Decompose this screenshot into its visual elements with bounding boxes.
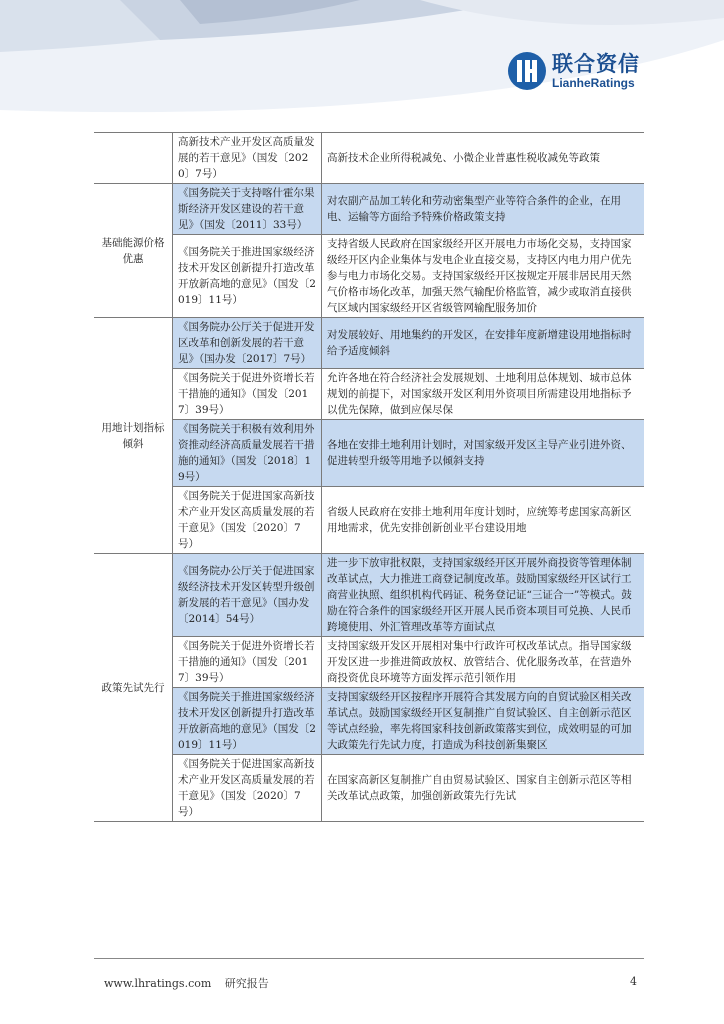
table-row bbox=[94, 184, 644, 235]
policy-document-cell: 《国务院关于促进外资增长若干措施的通知》（国发〔2017〕39号） bbox=[173, 369, 322, 420]
policy-description-cell: 对农副产品加工转化和劳动密集型产业等符合条件的企业，在用电、运输等方面给予特殊价格政策支持 bbox=[322, 184, 645, 235]
category-cell: 基础能源价格优惠 bbox=[94, 184, 173, 318]
policy-document-cell: 《国务院关于推进国家级经济技术开发区创新提升打造改革开放新高地的意见》（国发〔2019〕11号） bbox=[173, 235, 322, 318]
lianhe-logo bbox=[508, 52, 640, 90]
category-cell bbox=[94, 133, 173, 184]
policy-description-cell: 在国家高新区复制推广自由贸易试验区、国家自主创新示范区等相关改革试点政策，加强创新政策先行先试 bbox=[322, 755, 645, 822]
policy-document-cell: 《国务院关于积极有效利用外资推动经济高质量发展若干措施的通知》（国发〔2018〕19号） bbox=[173, 420, 322, 487]
header-decoration bbox=[0, 0, 724, 120]
category-cell: 政策先试先行 bbox=[94, 554, 173, 822]
policy-description-cell: 对发展较好、用地集约的开发区，在安排年度新增建设用地指标时给予适度倾斜 bbox=[322, 318, 645, 369]
policy-description-cell: 进一步下放审批权限，支持国家级经开区开展外商投资等管理体制改革试点，大力推进工商登记制度改革。鼓励国家级经开区试行工商营业执照、组织机构代码证、税务登记证“三证合一”等模式。鼓励在符合条件的国家级经开区开展人民币资本项目可兑换、人民币跨境使用、外汇管理改革等方面试点 bbox=[322, 554, 645, 637]
policy-description-cell: 支持省级人民政府在国家级经开区开展电力市场化交易，支持国家级经开区内企业集体与发电企业直接交易，支持区内电力用户优先参与电力市场化交易。支持国家级经开区按规定开展非居民用天然气价格市场化改革，加强天然气输配价格监管，减少或取消直接供气区域内国家级经开区省级管网输配服务加价 bbox=[322, 235, 645, 318]
table-row bbox=[94, 133, 644, 184]
table-row bbox=[94, 637, 644, 688]
table-row bbox=[94, 318, 644, 369]
table-row bbox=[94, 420, 644, 487]
footer-label: 研究报告 bbox=[224, 977, 269, 990]
policy-description-cell: 允许各地在符合经济社会发展规划、土地利用总体规划、城市总体规划的前提下，对国家级开发区利用外资项目所需建设用地指标予以优先保障，做到应保尽保 bbox=[322, 369, 645, 420]
policy-document-cell: 《国务院关于促进国家高新技术产业开发区高质量发展的若干意见》（国发〔2020〕7号） bbox=[173, 487, 322, 554]
policy-description-cell: 省级人民政府在安排土地利用年度计划时，应统筹考虑国家高新区用地需求，优先安排创新创业平台建设用地 bbox=[322, 487, 645, 554]
table-row bbox=[94, 487, 644, 554]
policy-description-cell: 支持国家级经开区按程序开展符合其发展方向的自贸试验区相关改革试点。鼓励国家级经开区复制推广自贸试验区、自主创新示范区等试点经验，率先将国家科技创新政策落实到位，成效明显的可加大政策先行先试力度，打造成为科技创新集聚区 bbox=[322, 688, 645, 755]
footer-website: www.lhratings.com bbox=[104, 977, 212, 990]
policy-document-cell: 《国务院关于促进国家高新技术产业开发区高质量发展的若干意见》（国发〔2020〕7号） bbox=[173, 755, 322, 822]
logo-mark-icon bbox=[508, 52, 546, 90]
table-row bbox=[94, 554, 644, 637]
category-cell: 用地计划指标倾斜 bbox=[94, 318, 173, 554]
table-row bbox=[94, 369, 644, 420]
logo-name-cn: 联合资信 bbox=[552, 52, 640, 76]
policy-document-cell: 《国务院关于促进外资增长若干措施的通知》（国发〔2017〕39号） bbox=[173, 637, 322, 688]
logo-name-en: LianheRatings bbox=[552, 76, 635, 90]
footer-divider bbox=[94, 958, 644, 959]
table-row bbox=[94, 688, 644, 755]
policy-document-cell: 高新技术产业开发区高质量发展的若干意见》（国发〔2020〕7号） bbox=[173, 133, 322, 184]
footer-left bbox=[104, 975, 279, 991]
policy-document-cell: 《国务院办公厅关于促进开发区改革和创新发展的若干意见》（国办发〔2017〕7号） bbox=[173, 318, 322, 369]
table-row bbox=[94, 235, 644, 318]
policy-description-cell: 高新技术企业所得税减免、小微企业普惠性税收减免等政策 bbox=[322, 133, 645, 184]
policy-description-cell: 各地在安排土地利用计划时，对国家级开发区主导产业引进外资、促进转型升级等用地予以倾斜支持 bbox=[322, 420, 645, 487]
policy-table bbox=[94, 132, 644, 822]
policy-document-cell: 《国务院关于推进国家级经济技术开发区创新提升打造改革开放新高地的意见》（国发〔2019〕11号） bbox=[173, 688, 322, 755]
policy-document-cell: 《国务院办公厅关于促进国家级经济技术开发区转型升级创新发展的若干意见》（国办发〔2014〕54号） bbox=[173, 554, 322, 637]
table-row bbox=[94, 755, 644, 822]
policy-document-cell: 《国务院关于支持喀什霍尔果斯经济开发区建设的若干意见》（国发〔2011〕33号） bbox=[173, 184, 322, 235]
policy-table-body bbox=[94, 133, 644, 822]
page-number: 4 bbox=[630, 975, 637, 988]
policy-description-cell: 支持国家级开发区开展相对集中行政许可权改革试点。指导国家级开发区进一步推进简政放权、放管结合、优化服务改革，在营造外商投资优良环境等方面发挥示范引领作用 bbox=[322, 637, 645, 688]
